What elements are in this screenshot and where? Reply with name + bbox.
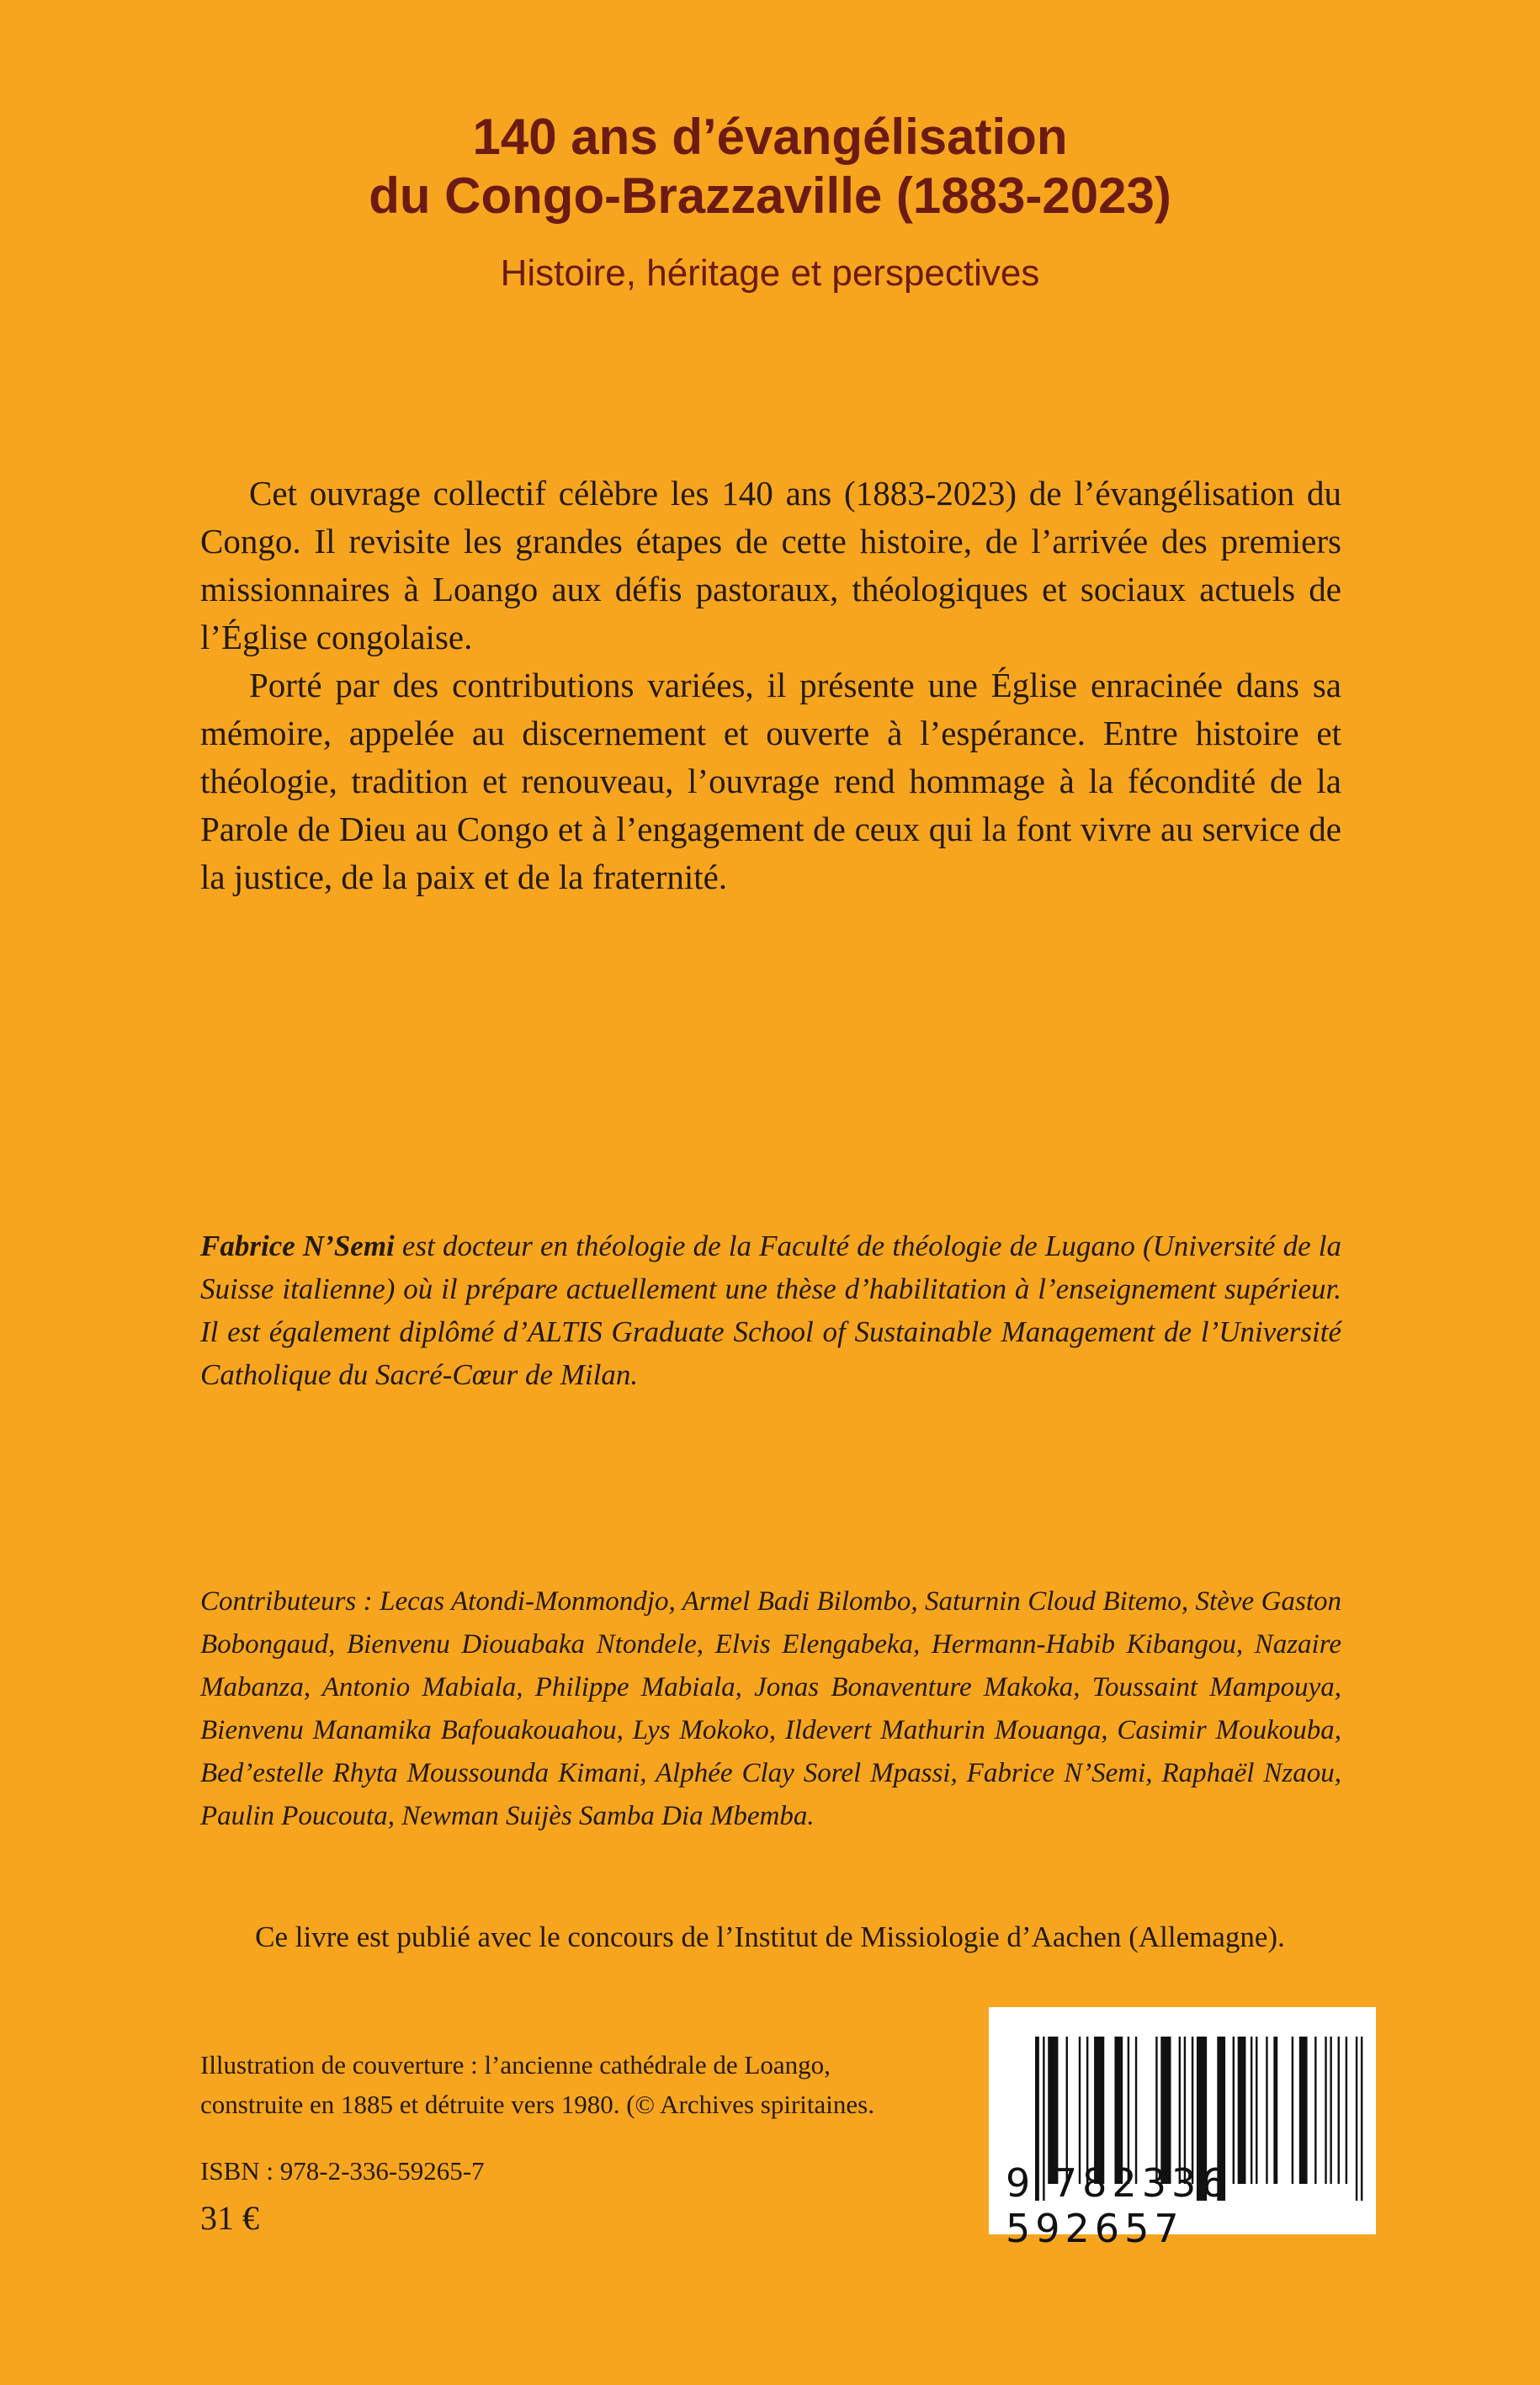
barcode-bar — [1361, 2037, 1362, 2201]
publication-note: Ce livre est publié avec le concours de l’Institut de Missiologie d’Aachen (Allemagne). — [255, 1920, 1285, 1953]
barcode-number: 9 782336 592657 — [1006, 2160, 1231, 2251]
summary-paragraph: Cet ouvrage collectif célèbre les 140 ans (1883-2023) de l’évangélisation du Congo. Il revisite les grandes étapes de cette histoire, de l’arrivée des premiers missionnaires à Loango aux défis pastoraux, théologiques et sociaux actuels de l’Église congolaise. — [200, 474, 1341, 656]
illustration-line-2: construite en 1885 et détruite vers 1980. (© Archives spiritaines. — [200, 2090, 874, 2119]
title-line-2: du Congo-Brazzaville (1883-2023) — [369, 167, 1171, 224]
author-bio — [200, 1224, 1341, 1396]
bio-text: est docteur en théologie de la Faculté de théologie de Lugano (Université de la Suisse italienne) où il prépare actuellement une thèse d’habilitation à l’enseignement supérieur. Il est également diplômé d’ALTIS Graduate School of Sustainable Management de l’Université Catholique du Sacré-Cœur de Milan. — [200, 1230, 1341, 1391]
book-title — [0, 108, 1540, 226]
illustration-credit — [200, 2045, 874, 2124]
price: 31 € — [200, 2199, 259, 2237]
summary-paragraph: Porté par des contributions variées, il présente une Église enracinée dans sa mémoire, appelée au discernement et ouverte à l’espérance. Entre histoire et théologie, tradition et renouveau, l’ouvrage rend hommage à la fécondité de la Parole de Dieu au Congo et à l’engagement de ceux qui la font vivre au service de la justice, de la paix et de la fraternité. — [200, 666, 1341, 896]
isbn: ISBN : 978-2-336-59265-7 — [200, 2156, 485, 2186]
book-subtitle: Histoire, héritage et perspectives — [500, 252, 1040, 294]
contributors: Contributeurs : Lecas Atondi-Monmondjo, Armel Badi Bilombo, Saturnin Cloud Bitemo, Stève Gaston Bobongaud, Bienvenu Diouabaka Ntondele, Elvis Elengabeka, Hermann-Habib Kibangou, Nazaire Mabanza, Antonio Mabiala, Philippe Mabiala, Jonas Bonaventure Makoka, Toussaint Mampouya, Bienvenu Manamika Bafouakouahou, Lys Mokoko, Ildevert Mathurin Mouanga, Casimir Moukouba, Bed’estelle Rhyta Moussounda Kimani, Alphée Clay Sorel Mpassi, Fabrice N’Semi, Raphaël Nzaou, Paulin Poucouta, Newman Suijès Samba Dia Mbemba. — [200, 1586, 1341, 1831]
illustration-line-1: Illustration de couverture : l’ancienne cathédrale de Loango, — [200, 2050, 831, 2080]
summary — [200, 470, 1341, 901]
title-line-1: 140 ans d’évangélisation — [472, 109, 1068, 165]
author-name: Fabrice N’Semi — [200, 1230, 395, 1262]
barcode — [989, 2007, 1376, 2251]
